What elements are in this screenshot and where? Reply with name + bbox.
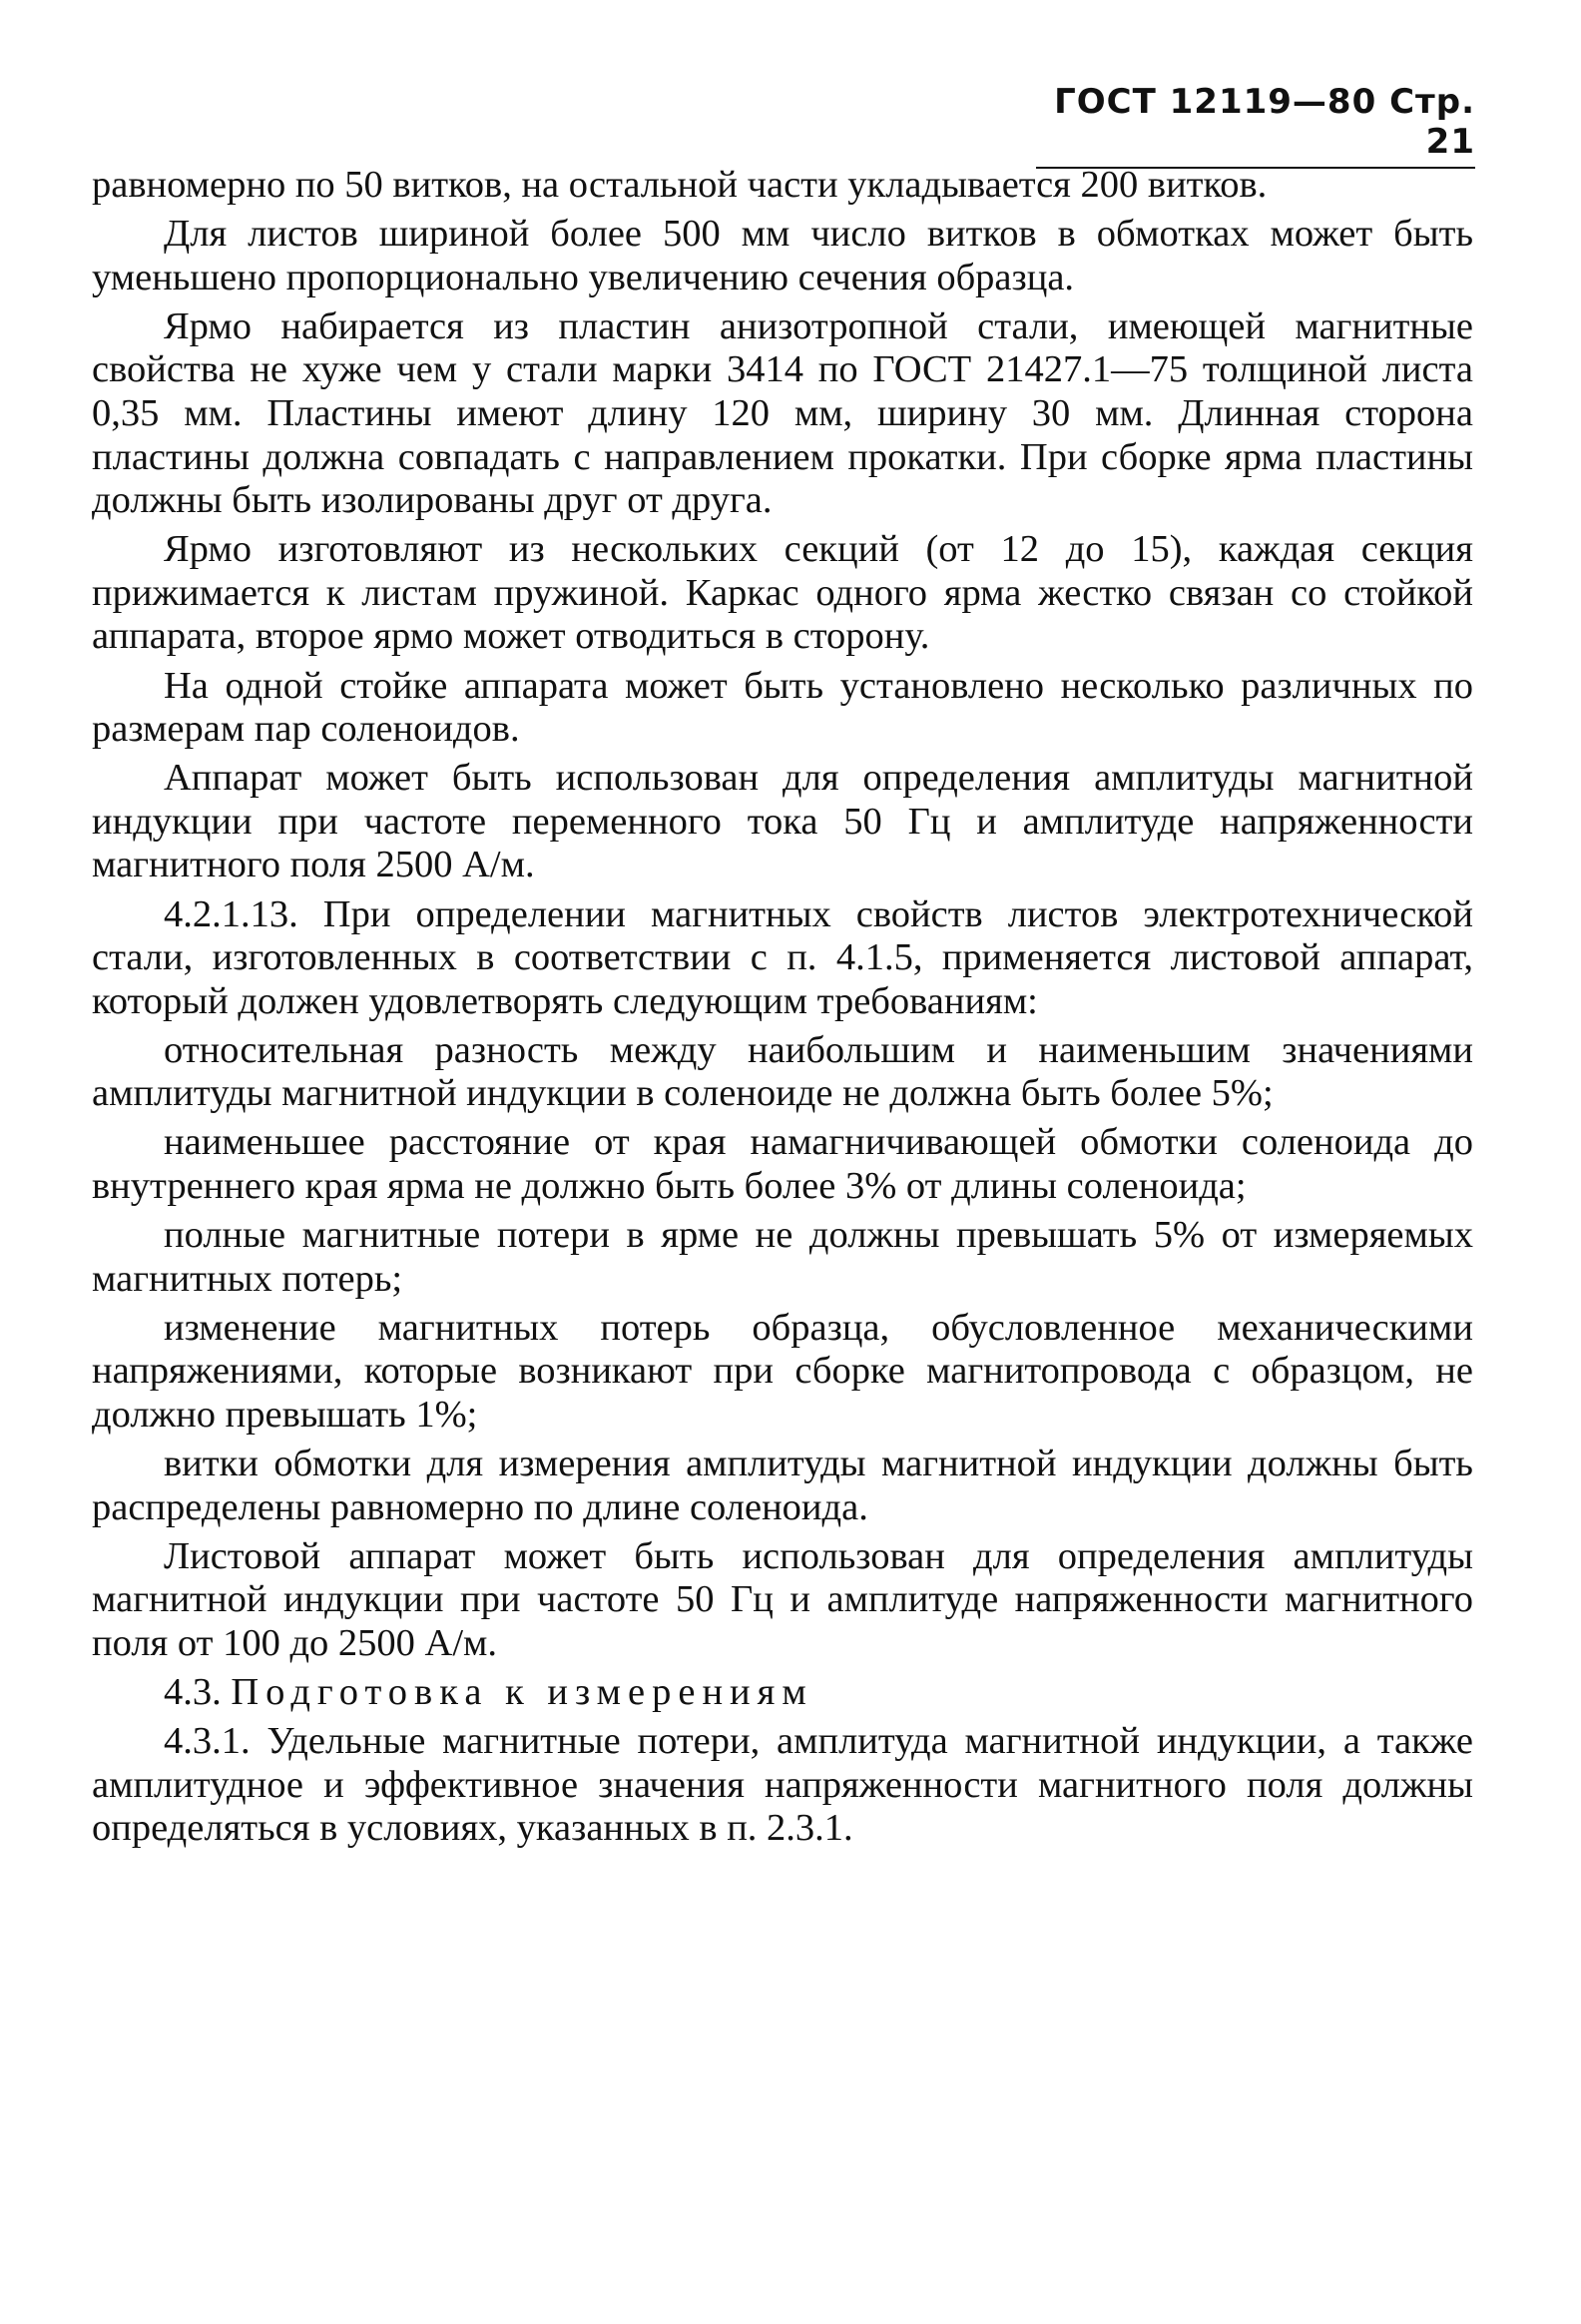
section-number: 4.3. [164, 1671, 222, 1714]
section-heading [92, 1671, 1473, 1715]
requirement-item: относительная разность между наибольшим и наименьшим значениями амплитуды магнитной индукции в соленоиде не должна быть более 5%; [92, 1028, 1473, 1115]
paragraph-continuation: равномерно по 50 витков, на остальной части укладывается 200 витков. [92, 164, 1268, 206]
paragraph: Ярмо изготовляют из нескольких секций (от 12 до 15), каждая секция прижимается к листам пружиной. Каркас одного ярма жестко связан со стойкой аппарата, второе ярмо может отводиться в сторону. [92, 528, 1473, 658]
requirement-item: витки обмотки для измерения амплитуды магнитной индукции должны быть распределены равномерно по длине соленоида. [92, 1443, 1473, 1528]
running-head: ГОСТ 12119—80 Стр. 21 [1036, 82, 1475, 169]
section-title: Подготовка к измерениям [231, 1671, 813, 1714]
paragraph: Ярмо набирается из пластин анизотропной стали, имеющей магнитные свойства не хуже чем у стали марки 3414 по ГОСТ 21427.1—75 толщиной листа 0,35 мм. Пластины имеют длину 120 мм, ширину 30 мм. Длинная сторона пластины должна совпадать с направлением прокатки. При сборке ярма пластины должны быть изолированы друг от друга. [92, 304, 1473, 522]
paragraph: Аппарат может быть использован для определения амплитуды магнитной индукции при частоте переменного тока 50 Гц и амплитуде напряженности магнитного поля 2500 А/м. [92, 757, 1473, 886]
clause-4-3-1: 4.3.1. Удельные магнитные потери, амплитуда магнитной индукции, а также амплитудное и эффективное значения напряженности магнитного поля должны определяться в условиях, указанных в п. 2.3.1. [92, 1720, 1473, 1850]
body-text [92, 164, 1473, 1856]
requirement-item: полные магнитные потери в ярме не должны превышать 5% от измеряемых магнитных потерь; [92, 1214, 1473, 1300]
requirement-item: изменение магнитных потерь образца, обусловленное механическими напряжениями, которые возникают при сборке магнитопровода с образцом, не должно превышать 1%; [92, 1306, 1473, 1437]
clause-4-2-1-13: 4.2.1.13. При определении магнитных свойств листов электротехнической стали, изготовленных в соответствии с п. 4.1.5, применяется листовой аппарат, который должен удовлетворять следующим требованиям: [92, 892, 1473, 1022]
paragraph: Листовой аппарат может быть использован для определения амплитуды магнитной индукции при частоте 50 Гц и амплитуде напряженности магнитного поля от 100 до 2500 А/м. [92, 1534, 1473, 1664]
paragraph: Для листов шириной более 500 мм число витков в обмотках может быть уменьшено пропорционально увеличению сечения образца. [92, 213, 1473, 298]
paragraph: На одной стойке аппарата может быть установлено несколько различных по размерам пар соленоидов. [92, 664, 1473, 751]
requirement-item: наименьшее расстояние от края намагничивающей обмотки соленоида до внутреннего края ярма не должно быть более 3% от длины соленоида; [92, 1121, 1473, 1208]
